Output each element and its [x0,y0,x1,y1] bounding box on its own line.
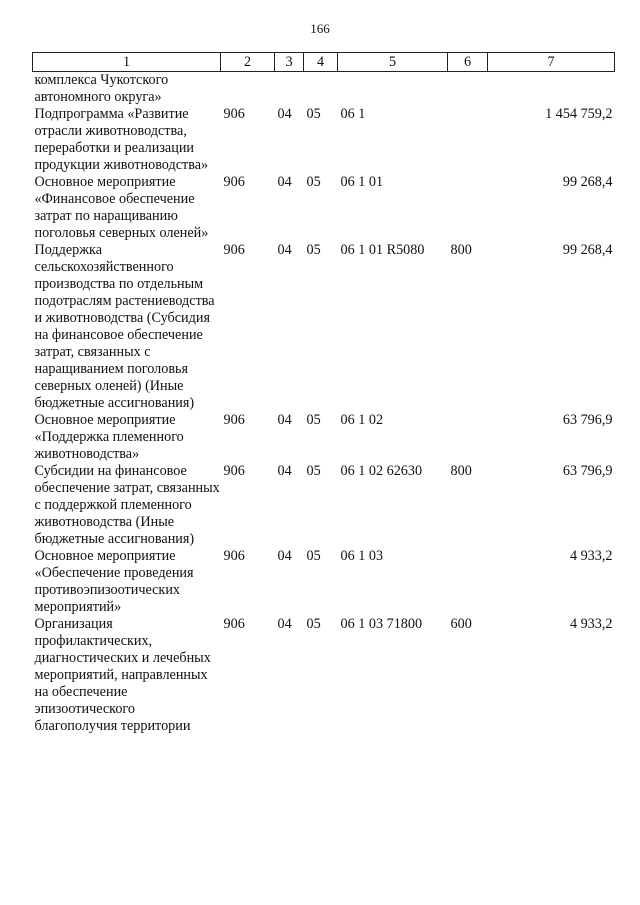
column-header-3: 3 [275,53,304,72]
row-code [221,72,275,107]
row-target: 06 1 [340,106,366,122]
table-row [33,412,615,463]
row-subsection: 05 [306,548,321,564]
column-header-5: 5 [338,53,448,72]
row-type: 800 [450,463,472,479]
row-amount: 99 268,4 [562,174,613,190]
column-header-7: 7 [488,53,615,72]
row-type [448,174,488,242]
header-row [33,53,615,72]
column-header-4: 4 [304,53,338,72]
row-type: 800 [450,242,472,258]
row-type [448,106,488,174]
row-name: Основное мероприятие «Обеспечение проведения противоэпизоотических мероприятий» [34,548,194,615]
row-subsection: 05 [306,463,321,479]
row-code: 906 [223,242,245,258]
row-subsection: 05 [306,412,321,428]
row-type [448,548,488,616]
row-name: Подпрограмма «Развитие отрасли животноводства, переработки и реализации продукции животноводства» [34,106,209,173]
row-code: 906 [223,174,245,190]
row-subsection: 05 [306,174,321,190]
table-row [33,174,615,242]
column-header-6: 6 [448,53,488,72]
row-amount: 4 933,2 [569,548,613,564]
row-section [275,72,304,107]
row-amount: 4 933,2 [569,616,613,632]
budget-table [32,52,615,735]
column-header-1: 1 [33,53,221,72]
row-target: 06 1 01 [340,174,384,190]
row-name: Организация профилактических, диагностических и лечебных мероприятий, направленных на обеспечение эпизоотического благополучия территории [34,616,211,734]
row-code: 906 [223,616,245,632]
row-subsection: 05 [306,106,321,122]
row-amount: 63 796,9 [562,412,613,428]
row-subsection: 05 [306,616,321,632]
row-name: комплекса Чукотского автономного округа» [34,72,169,105]
row-code: 906 [223,463,245,479]
table-row [33,242,615,412]
row-amount: 63 796,9 [562,463,613,479]
table-row [33,548,615,616]
row-section: 04 [277,463,292,479]
row-subsection [304,72,338,107]
table-body [33,72,615,736]
row-amount: 99 268,4 [562,242,613,258]
row-target: 06 1 02 [340,412,384,428]
row-name: Поддержка сельскохозяйственного производства по отдельным подотраслям растениеводства и животноводства (Субсидия на финансовое обеспечение затрат, связанных с наращиванием поголовья северных оленей) (Иные бюджетные ассигнования) [34,242,215,411]
row-type: 600 [450,616,472,632]
table-header [33,53,615,72]
row-type [448,72,488,107]
row-section: 04 [277,412,292,428]
row-target: 06 1 03 [340,548,384,564]
row-amount [488,72,615,107]
table-row [33,463,615,548]
row-target: 06 1 01 R5080 [340,242,425,258]
row-code: 906 [223,106,245,122]
row-target: 06 1 02 62630 [340,463,423,479]
row-subsection: 05 [306,242,321,258]
row-amount: 1 454 759,2 [545,106,613,122]
page-number: 166 [310,21,330,36]
row-type [448,412,488,463]
row-target [338,72,448,107]
row-target: 06 1 03 71800 [340,616,423,632]
row-section: 04 [277,548,292,564]
row-name: Основное мероприятие «Финансовое обеспечение затрат по наращиванию поголовья северных оленей» [34,174,209,241]
row-name: Основное мероприятие «Поддержка племенного животноводства» [34,412,184,462]
row-section: 04 [277,616,292,632]
row-code: 906 [223,548,245,564]
row-name: Субсидии на финансовое обеспечение затрат, связанных с поддержкой племенного животноводства (Иные бюджетные ассигнования) [34,463,220,547]
row-code: 906 [223,412,245,428]
row-section: 04 [277,242,292,258]
table-row [33,616,615,735]
row-section: 04 [277,174,292,190]
table-row [33,72,615,107]
column-header-2: 2 [221,53,275,72]
table-row [33,106,615,174]
row-section: 04 [277,106,292,122]
